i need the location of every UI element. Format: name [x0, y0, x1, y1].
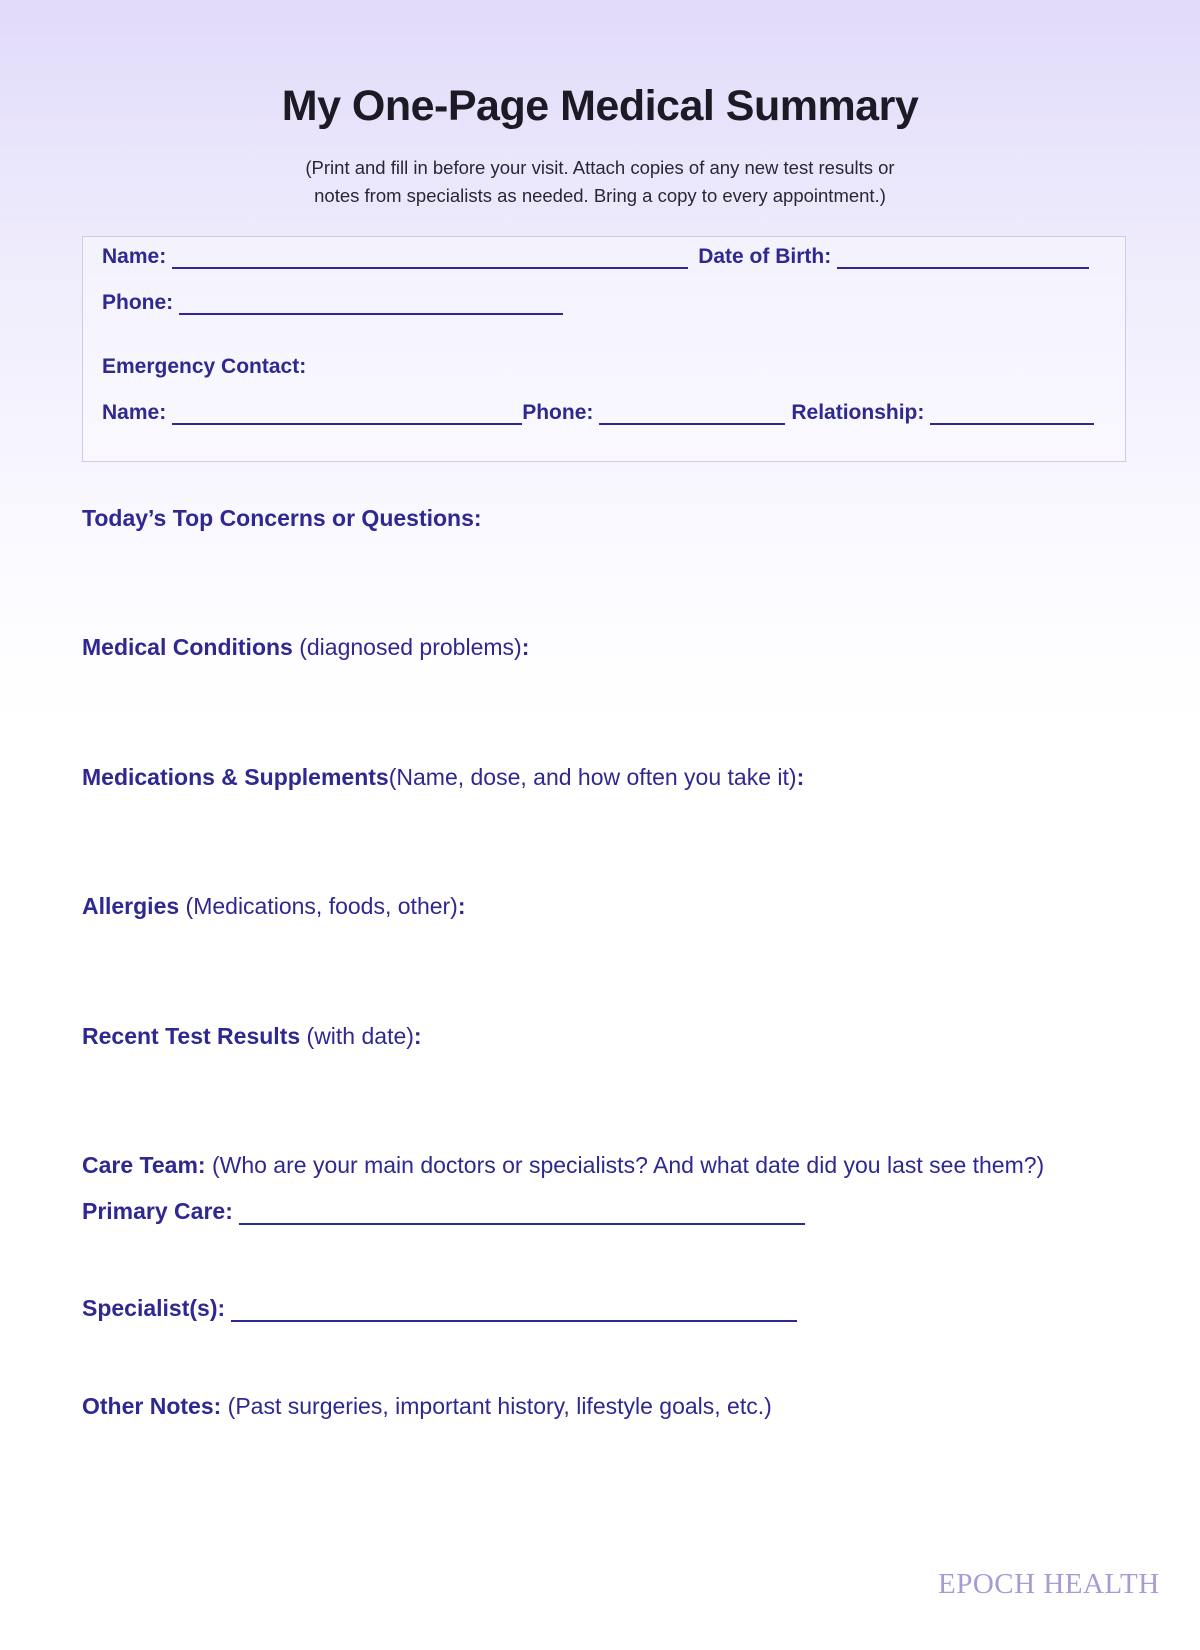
- phone-field[interactable]: [179, 293, 563, 315]
- section-label: Medications & Supplements: [82, 764, 389, 790]
- patient-info-box: [82, 236, 1126, 462]
- specialists-label: Specialist(s):: [82, 1295, 226, 1321]
- section-label: Today’s Top Concerns or Questions:: [82, 505, 482, 531]
- emergency-row: [102, 401, 1094, 425]
- dob-field[interactable]: [837, 247, 1089, 269]
- section-note: (diagnosed problems): [292, 634, 522, 660]
- primary-care-field[interactable]: [239, 1203, 805, 1225]
- section-label: Recent Test Results: [82, 1023, 301, 1049]
- primary-care-label: Primary Care:: [82, 1198, 233, 1224]
- ec-phone-field[interactable]: [599, 403, 785, 425]
- page-title: My One-Page Medical Summary: [281, 82, 919, 130]
- primary-care-row: [82, 1198, 805, 1225]
- epoch-health-logo: EPOCH HEALTH: [938, 1568, 1160, 1600]
- section-label: Other Notes:: [82, 1393, 222, 1419]
- phone-label: Phone:: [102, 291, 174, 314]
- section-label: Care Team:: [82, 1152, 206, 1178]
- section-note: (Past surgeries, important history, lifestyle goals, etc.): [221, 1393, 772, 1419]
- specialists-row: [82, 1295, 797, 1322]
- section-label: Allergies: [82, 893, 180, 919]
- dob-label: Date of Birth:: [698, 245, 832, 268]
- section-colon: :: [457, 893, 466, 919]
- ec-name-field[interactable]: [172, 403, 522, 425]
- section-care-team: [82, 1152, 1044, 1179]
- section-test-results[interactable]: [82, 1023, 422, 1050]
- section-top-concerns[interactable]: [82, 505, 482, 532]
- section-note: (Medications, foods, other): [179, 893, 458, 919]
- section-label: Medical Conditions: [82, 634, 293, 660]
- emergency-heading: Emergency Contact:: [102, 355, 307, 378]
- section-allergies[interactable]: [82, 893, 466, 920]
- specialists-field[interactable]: [231, 1300, 797, 1322]
- ec-relationship-label: Relationship:: [791, 401, 925, 424]
- ec-name-label: Name:: [102, 401, 167, 424]
- section-colon: :: [796, 764, 805, 790]
- ec-relationship-field[interactable]: [930, 403, 1094, 425]
- ec-phone-label: Phone:: [522, 401, 594, 424]
- instructions-line-2: notes from specialists as needed. Bring a copy to every appointment.): [314, 185, 886, 206]
- section-colon: :: [413, 1023, 422, 1049]
- name-field[interactable]: [172, 247, 688, 269]
- phone-row: [102, 291, 563, 315]
- instructions: [0, 154, 1200, 210]
- section-other-notes[interactable]: [82, 1393, 772, 1420]
- name-row: [102, 245, 1089, 269]
- section-note: (Who are your main doctors or specialists? And what date did you last see them?): [205, 1152, 1045, 1178]
- section-note: (Name, dose, and how often you take it): [388, 764, 797, 790]
- section-note: (with date): [300, 1023, 414, 1049]
- section-medications[interactable]: [82, 764, 804, 791]
- name-label: Name:: [102, 245, 167, 268]
- section-colon: :: [521, 634, 530, 660]
- instructions-line-1: (Print and fill in before your visit. Attach copies of any new test results or: [305, 157, 895, 178]
- section-medical-conditions[interactable]: [82, 634, 529, 661]
